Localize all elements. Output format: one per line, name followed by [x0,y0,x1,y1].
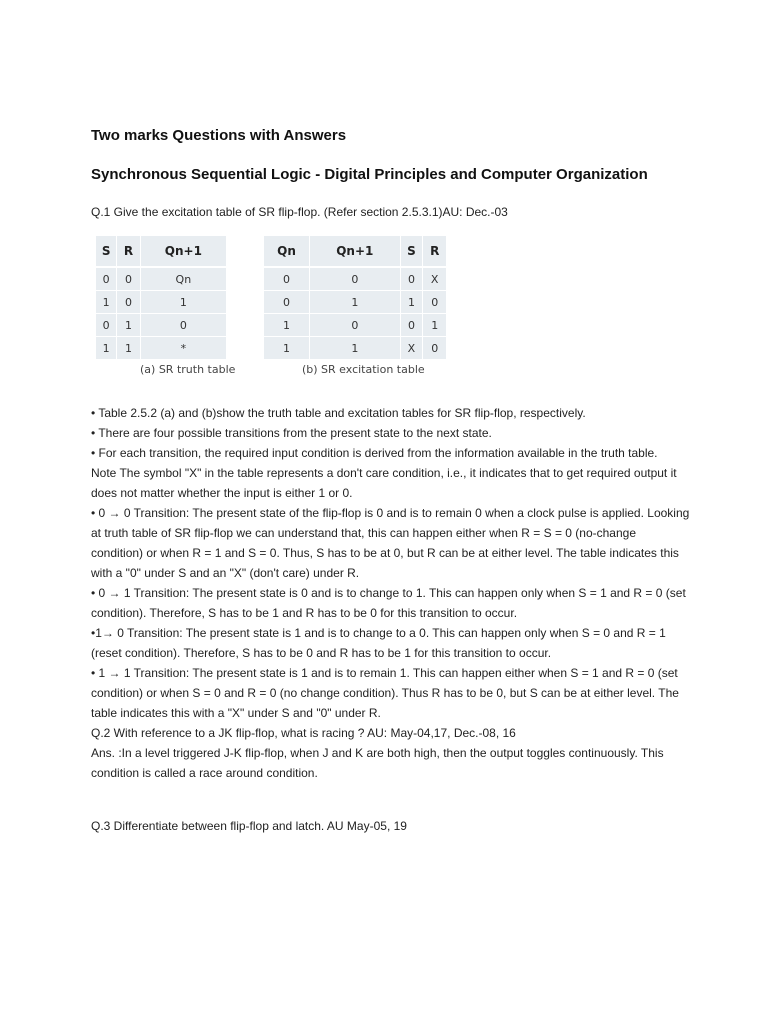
table-row [264,337,446,360]
page-subtitle: Synchronous Sequential Logic - Digital Principles and Computer Organization [91,166,648,183]
excitation-table-caption: (b) SR excitation table [302,363,425,376]
paragraph: •1→ 0 Transition: The present state is 1 and is to change to a 0. This can happen only when S = 0 and R = 1 (reset condition). Therefore, S has to be 0 and R has to be 1 for this transition to occur. [91,626,666,660]
table-cell: * [140,337,226,360]
table-cell: Qn [140,267,226,291]
paragraph: • There are four possible transitions from the present state to the next state. [91,426,492,440]
table-header-row [264,236,446,267]
paragraph: Note The symbol "X" in the table represents a don't care condition, i.e., it indicates that to get required output it does not matter whether the input is either 1 or 0. [91,466,677,500]
table-cell: 0 [400,267,423,291]
table-header-cell: S [400,236,423,267]
table-header-cell: Qn+1 [140,236,226,267]
table-cell: 0 [310,314,400,337]
table-cell: 1 [310,291,400,314]
sr-tables-figure [96,236,454,384]
question-3: Q.3 Differentiate between flip-flop and latch. AU May-05, 19 [91,819,407,833]
table-cell: 1 [400,291,423,314]
table-cell: 0 [310,267,400,291]
table-row [96,314,226,337]
table-cell: X [423,267,446,291]
table-row [264,291,446,314]
table-row [96,337,226,360]
table-cell: 0 [96,314,117,337]
table-cell: 1 [117,337,140,360]
sr-truth-table [96,236,226,360]
table-header-cell: R [117,236,140,267]
table-row [96,267,226,291]
answer-2: Ans. :In a level triggered J-K flip-flop, when J and K are both high, then the output toggles continuously. This condition is called a race around condition. [91,746,664,780]
table-cell: 0 [264,291,310,314]
question-1: Q.1 Give the excitation table of SR flip-flop. (Refer section 2.5.3.1)AU: Dec.-03 [91,205,508,219]
table-cell: 0 [117,291,140,314]
paragraph: • 0 → 1 Transition: The present state is 0 and is to change to 1. This can happen only when S = 1 and R = 0 (set condition). Therefore, S has to be 1 and R has to be 0 for this transition to occur. [91,586,686,620]
table-cell: X [400,337,423,360]
table-cell: 0 [96,267,117,291]
table-cell: 1 [310,337,400,360]
table-cell: 0 [423,291,446,314]
sr-excitation-table [264,236,446,360]
table-cell: 1 [117,314,140,337]
table-header-cell: Qn [264,236,310,267]
table-header-cell: S [96,236,117,267]
table-cell: 1 [96,337,117,360]
table-cell: 1 [140,291,226,314]
paragraph: • 1 → 1 Transition: The present state is 1 and is to remain 1. This can happen either when S = 1 and R = 0 (set condition) or when S = 0 and R = 0 (no change condition). Thus R has to be 0, but S can be at either level. The table indicates this with a "X" under S and "0" under R. [91,666,679,720]
table-row [264,267,446,291]
table-cell: 1 [264,337,310,360]
question-2: Q.2 With reference to a JK flip-flop, what is racing ? AU: May-04,17, Dec.-08, 16 [91,726,516,740]
paragraph: • 0 → 0 Transition: The present state of the flip-flop is 0 and is to remain 0 when a clock pulse is applied. Looking at truth table of SR flip-flop we can understand that, this can happen either when R = S = 0 (no-change condition) or when R = 1 and S = 0. Thus, S has to be at 0, but R can be at either level. The table indicates this with a "0" under S and an "X" (don't care) under R. [91,506,690,580]
table-header-cell: Qn+1 [310,236,400,267]
paragraph: • For each transition, the required input condition is derived from the information available in the truth table. [91,446,658,460]
table-cell: 1 [423,314,446,337]
table-cell: 0 [400,314,423,337]
table-cell: 1 [264,314,310,337]
table-cell: 0 [264,267,310,291]
table-cell: 0 [140,314,226,337]
paragraph: • Table 2.5.2 (a) and (b)show the truth table and excitation tables for SR flip-flop, respectively. [91,406,586,420]
table-header-row [96,236,226,267]
table-row [96,291,226,314]
table-cell: 0 [117,267,140,291]
truth-table-caption: (a) SR truth table [140,363,236,376]
table-cell: 1 [96,291,117,314]
table-row [264,314,446,337]
table-header-cell: R [423,236,446,267]
table-cell: 0 [423,337,446,360]
page-title: Two marks Questions with Answers [91,127,347,144]
answer-body [91,403,691,783]
